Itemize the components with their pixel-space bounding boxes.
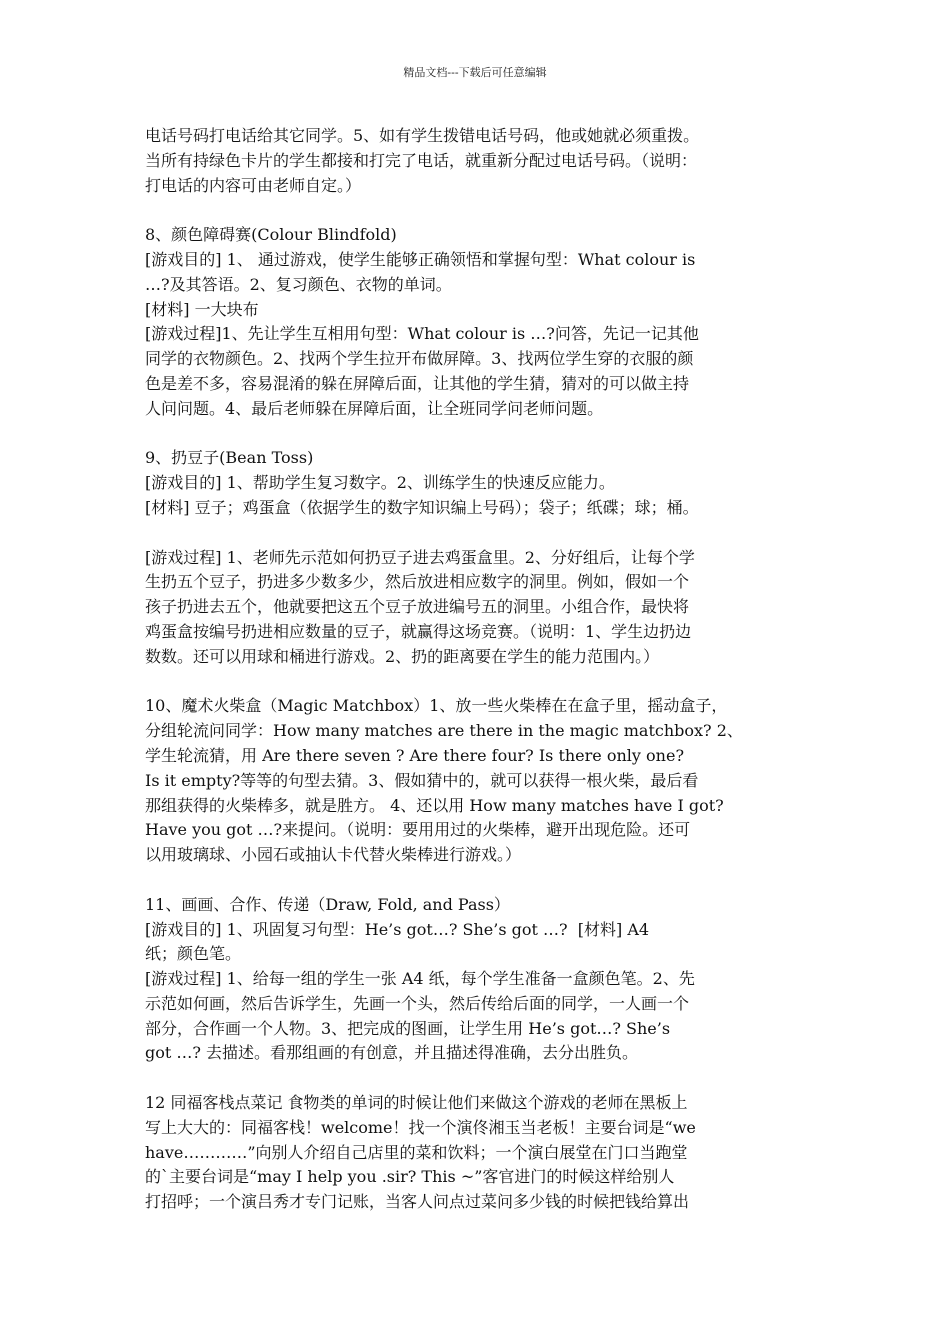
section-heading: 9、扔豆子(Bean Toss) xyxy=(145,448,314,468)
document-body xyxy=(145,124,815,1215)
section-heading: 8、颜色障碍赛(Colour Blindfold) xyxy=(145,225,397,245)
text-line: …?及其答语。2、复习颜色、衣物的单词。 xyxy=(145,274,452,294)
text-line: 数数。还可以用球和桶进行游戏。2、扔的距离要在学生的能力范围内。） xyxy=(145,646,660,666)
paragraph-gap xyxy=(145,521,815,546)
section-heading: 10、魔术火柴盒（Magic Matchbox）1、放一些火柴棒在在盒子里，摇动盒子， xyxy=(145,696,728,716)
text-line: [游戏目的] 1、帮助学生复习数字。2、训练学生的快速反应能力。 xyxy=(145,473,615,493)
text-line: 部分，合作画一个人物。3、把完成的图画，让学生用 He’s got…? She’s xyxy=(145,1018,671,1038)
text-line: 写上大大的：同福客栈！welcome！找一个演佟湘玉当老板！主要台词是“we xyxy=(145,1117,696,1137)
section-heading: 12 同福客栈点菜记 食物类的单词的时候让他们来做这个游戏的老师在黑板上 xyxy=(145,1093,688,1113)
paragraph-game-12 xyxy=(145,1091,815,1215)
text-line: have…………”向别人介绍自己店里的菜和饮料；一个演白展堂在门口当跑堂 xyxy=(145,1142,688,1162)
paragraph-gap xyxy=(145,670,815,695)
paragraph-game-10 xyxy=(145,694,815,868)
text-line: [材料] 一大块布 xyxy=(145,299,259,319)
text-line: 以用玻璃球、小园石或抽认卡代替火柴棒进行游戏。） xyxy=(145,845,522,865)
text-line: [游戏过程] 1、给每一组的学生一张 A4 纸，每个学生准备一盒颜色笔。2、先 xyxy=(145,969,695,989)
text-line: got …? 去描述。看那组画的有创意，并且描述得准确，去分出胜负。 xyxy=(145,1043,639,1063)
page-header: 精品文档---下载后可任意编辑 xyxy=(403,66,547,79)
text-line: [游戏目的] 1、巩固复习句型：He’s got…? She’s got …? [材料] A4 xyxy=(145,919,650,939)
text-line: [游戏过程] 1、老师先示范如何扔豆子进去鸡蛋盒里。2、分好组后，让每个学 xyxy=(145,547,695,567)
text-line: 那组获得的火柴棒多，就是胜方。 4、还以用 How many matches have I got? xyxy=(145,795,724,815)
section-heading: 11、画画、合作、传递（Draw, Fold, and Pass） xyxy=(145,894,510,914)
paragraph-game-9-intro xyxy=(145,446,815,520)
paragraph-gap xyxy=(145,868,815,893)
text-line: 色是差不多，容易混淆的躲在屏障后面，让其他的学生猜，猜对的可以做主持 xyxy=(145,373,690,393)
text-line: 同学的衣物颜色。2、找两个学生拉开布做屏障。3、找两位学生穿的衣服的颜 xyxy=(145,349,694,369)
text-line: 示范如何画，然后告诉学生，先画一个头，然后传给后面的同学，一人画一个 xyxy=(145,993,690,1013)
paragraph-gap xyxy=(145,1066,815,1091)
text-line: 孩子扔进去五个，他就要把这五个豆子放进编号五的洞里。小组合作，最快将 xyxy=(145,597,690,617)
text-line: 纸；颜色笔。 xyxy=(145,944,242,964)
paragraph-game-9-process xyxy=(145,546,815,670)
text-line: 鸡蛋盒按编号扔进相应数量的豆子，就赢得这场竞赛。（说明：1、学生边扔边 xyxy=(145,621,692,641)
text-line: 分组轮流问同学：How many matches are there in the magic matchbox? 2、 xyxy=(145,721,743,741)
text-line: [游戏过程]1、先让学生互相用句型：What colour is …?问答，先记一记其他 xyxy=(145,324,699,344)
text-line: 人问问题。4、最后老师躲在屏障后面，让全班同学问老师问题。 xyxy=(145,398,604,418)
text-line: 学生轮流猜，用 Are there seven ? Are there four? Is there only one? xyxy=(145,745,685,765)
text-line: Have you got …?来提问。（说明：要用用过的火柴棒，避开出现危险。还可 xyxy=(145,820,691,840)
text-line: 打电话的内容可由老师自定。） xyxy=(145,175,362,195)
text-line: 生扔五个豆子，扔进多少数多少，然后放进相应数字的洞里。例如，假如一个 xyxy=(145,572,690,592)
text-line: [材料] 豆子；鸡蛋盒（依据学生的数字知识编上号码）；袋子；纸碟；球；桶。 xyxy=(145,497,699,517)
paragraph-game-11 xyxy=(145,893,815,1067)
paragraph-gap xyxy=(145,198,815,223)
text-line: 电话号码打电话给其它同学。5、如有学生拨错电话号码，他或她就必须重拨。 xyxy=(145,126,700,145)
text-line: Is it empty?等等的句型去猜。3、假如猜中的，就可以获得一根火柴，最后看 xyxy=(145,770,699,790)
paragraph-phone-game-end xyxy=(145,124,815,198)
text-line: [游戏目的] 1、 通过游戏，使学生能够正确领悟和掌握句型：What colour is xyxy=(145,249,696,269)
paragraph-game-8 xyxy=(145,223,815,421)
paragraph-gap xyxy=(145,422,815,447)
text-line: 当所有持绿色卡片的学生都接和打完了电话，就重新分配过电话号码。（说明： xyxy=(145,150,698,170)
text-line: 的`主要台词是“may I help you .sir? This ~”客官进门的时候这样给别人 xyxy=(145,1167,675,1187)
text-line: 打招呼；一个演吕秀才专门记账，当客人问点过菜问多少钱的时候把钱给算出 xyxy=(145,1192,690,1212)
